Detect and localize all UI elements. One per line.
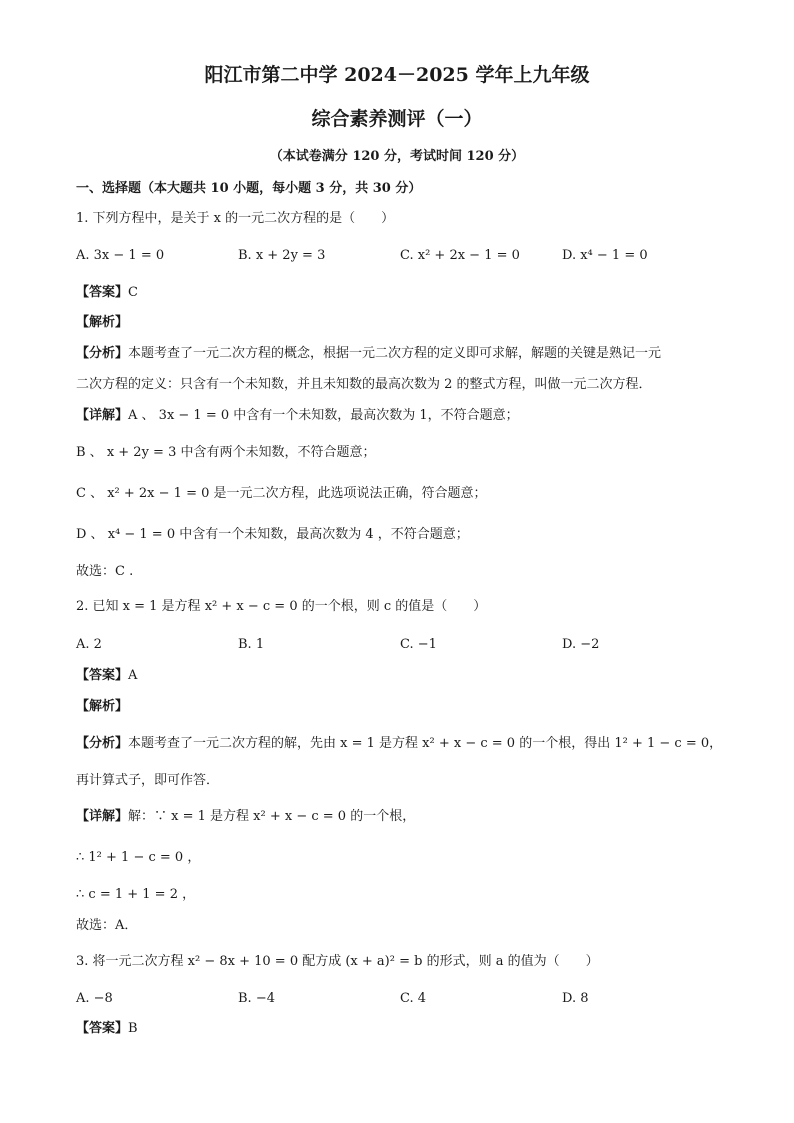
line-tag: 【详解】 <box>76 809 129 824</box>
question-1-answer <box>76 284 138 302</box>
question-2-analysis-line <box>76 735 722 753</box>
exam-note: （本试卷满分 120 分，考试时间 120 分） <box>269 149 525 164</box>
question-2-analysis-line <box>76 772 219 790</box>
answer-value: C <box>128 285 138 300</box>
line-text: 故选：A． <box>76 918 138 933</box>
line-text: 本题考查了一元二次方程的解，先由 x = 1 是方程 x² + x − c = 0 的一个根，得出 1² + 1 − c = 0， <box>128 736 723 751</box>
question-3-option-d: D. 8 <box>562 991 589 1006</box>
question-2-answer <box>76 667 137 685</box>
question-1-analysis-line <box>76 345 661 363</box>
answer-tag: 【答案】 <box>76 668 129 683</box>
question-2-option-b: B. 1 <box>238 637 265 652</box>
question-1-option-c: C. x² + 2x − 1 = 0 <box>400 248 520 263</box>
question-1-detail-line <box>76 485 487 503</box>
question-1-option-d: D. x⁴ − 1 = 0 <box>562 248 648 263</box>
question-1-stem: 1. 下列方程中，是关于 x 的一元二次方程的是（ ） <box>76 211 395 226</box>
question-2-stem: 2. 已知 x = 1 是方程 x² + x − c = 0 的一个根，则 c 的值是（ ） <box>76 599 487 614</box>
question-3-option-b: B. −4 <box>238 991 275 1006</box>
line-text: ∴ 1² + 1 − c = 0 ， <box>76 850 201 865</box>
question-2-detail-line <box>76 849 200 867</box>
line-text: 再计算式子，即可作答． <box>76 773 220 788</box>
line-text: D 、 x⁴ − 1 = 0 中含有一个未知数，最高次数为 4 ，不符合题意； <box>76 527 469 542</box>
question-2-analysis-tag: 【解析】 <box>76 699 129 714</box>
question-1-conclusion <box>76 563 133 581</box>
line-text: 二次方程的定义：只含有一个未知数，并且未知数的最高次数为 2 的整式方程，叫做一元二次方程． <box>76 377 652 392</box>
question-2-detail-line <box>76 886 195 904</box>
answer-tag: 【答案】 <box>76 285 129 300</box>
line-text: C 、 x² + 2x − 1 = 0 是一元二次方程，此选项说法正确，符合题意； <box>76 486 487 501</box>
line-text: 解：∵ x = 1 是方程 x² + x − c = 0 的一个根， <box>128 809 416 824</box>
question-1-detail-line <box>76 444 375 462</box>
line-tag: 【详解】 <box>76 408 129 423</box>
page-subtitle: 综合素养测评（一） <box>311 108 483 130</box>
section-heading: 一、选择题（本大题共 10 小题，每小题 3 分，共 30 分） <box>76 181 422 196</box>
question-2-detail-line <box>76 808 415 826</box>
question-1-option-a: A. 3x − 1 = 0 <box>76 248 165 263</box>
answer-value: B <box>128 1021 138 1036</box>
line-tag: 【分析】 <box>76 346 129 361</box>
question-3-stem: 3. 将一元二次方程 x² − 8x + 10 = 0 配方成 (x + a)² = b 的形式，则 a 的值为（ ） <box>76 954 599 969</box>
line-tag: 【分析】 <box>76 736 129 751</box>
line-text: A 、 3x − 1 = 0 中含有一个未知数，最高次数为 1，不符合题意； <box>128 408 519 423</box>
question-2-option-d: D. −2 <box>562 637 600 652</box>
question-2-option-c: C. −1 <box>400 637 437 652</box>
line-text: 故选：C . <box>76 564 134 579</box>
question-1-detail-line <box>76 407 519 425</box>
answer-value: A <box>128 668 138 683</box>
line-text: 本题考查了一元二次方程的概念，根据一元二次方程的定义即可求解，解题的关键是熟记一元 <box>128 346 662 361</box>
question-2-conclusion <box>76 917 137 935</box>
question-2-option-a: A. 2 <box>76 637 102 652</box>
page-title: 阳江市第二中学 2024－2025 学年上九年级 <box>204 64 590 86</box>
line-text: B 、 x + 2y = 3 中含有两个未知数，不符合题意； <box>76 445 376 460</box>
question-3-option-c: C. 4 <box>400 991 427 1006</box>
answer-tag: 【答案】 <box>76 1021 129 1036</box>
question-1-analysis-line <box>76 376 652 394</box>
question-1-analysis-tag: 【解析】 <box>76 315 129 330</box>
question-1-option-b: B. x + 2y = 3 <box>238 248 326 263</box>
question-3-option-a: A. −8 <box>76 991 113 1006</box>
question-3-answer <box>76 1020 138 1038</box>
line-text: ∴ c = 1 + 1 = 2 ， <box>76 887 196 902</box>
question-1-detail-line <box>76 526 469 544</box>
